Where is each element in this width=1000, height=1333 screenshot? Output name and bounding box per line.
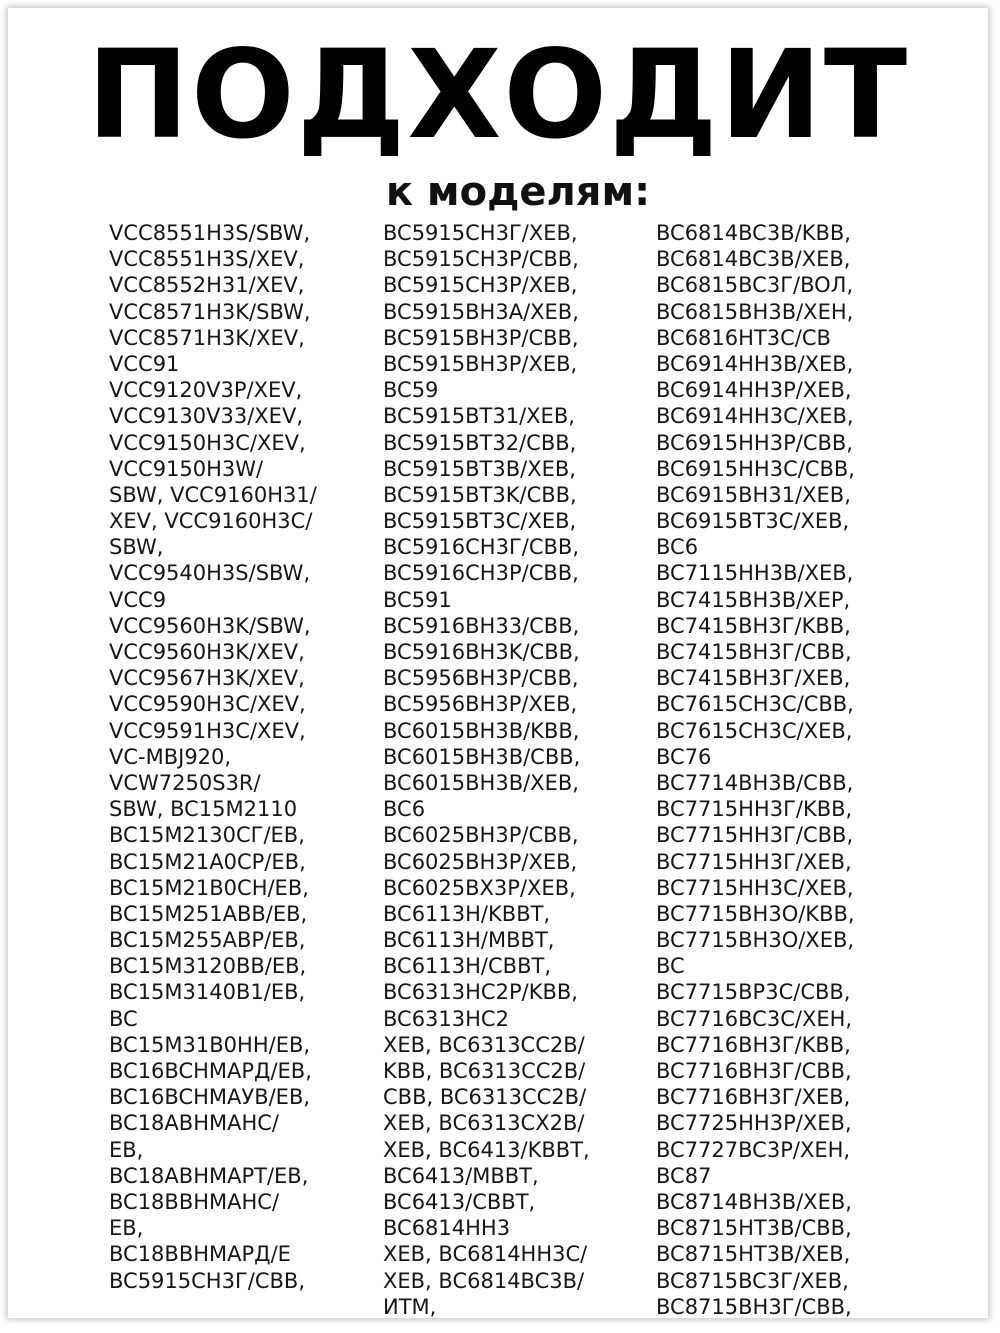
model-list-item: VCC9: [109, 587, 167, 612]
model-list-item: SBW, VCC9160H31/: [109, 482, 317, 507]
model-list-item: VCC91: [109, 351, 180, 376]
model-list-item: BC8714BH3B/XEB,: [656, 1189, 852, 1214]
model-list-item: BC7715BH3O/KBB,: [656, 901, 855, 926]
model-list-item: BC7716BH3Г/XEB,: [656, 1085, 851, 1110]
model-list-item: BC18BBHMAPД/E: [109, 1242, 291, 1267]
model-list-item: BC5915BT3C/XEB,: [383, 509, 577, 534]
model-list-item: CBB, BC6313CC2B/: [383, 1085, 587, 1110]
model-list-item: BC7415BH3B/XEP,: [656, 587, 851, 612]
model-list-item: BC6914HH3B/XEB,: [656, 351, 854, 376]
model-list-item: BC5915CH3P/CBB,: [383, 247, 579, 272]
model-list-item: BC6: [656, 535, 699, 560]
model-list-item: BC6914HH3P/XEB,: [656, 378, 852, 403]
model-list-item: BC15M3140B1/EB,: [109, 980, 306, 1005]
model-list-item: BC5916BH3K/CBB,: [383, 640, 580, 664]
model-list-item: BC6915HH3C/CBB,: [656, 456, 855, 481]
model-list-item: BC7715HH3Г/KBB,: [656, 797, 853, 822]
model-list-item: BC18ABHMAHC/: [109, 1111, 279, 1136]
model-list-item: VCC9560H3K/SBW,: [109, 613, 311, 638]
model-list-item: KBB, BC6313CC2B/: [383, 1059, 586, 1083]
model-list-item: BC6814BC3B/KBB,: [656, 221, 851, 245]
model-list-item: BC16BCHMAPД/EB,: [109, 1059, 312, 1083]
model-list-item: XEB, BC6413/KBBT,: [383, 1137, 590, 1162]
model-list-item: BC5956BH3P/CBB,: [383, 666, 579, 691]
model-list-item: VCC9150H3C/XEV,: [109, 430, 306, 455]
model-list-item: BC7716BH3Г/CBB,: [656, 1059, 852, 1083]
model-list-item: VCC9130V33/XEV,: [109, 404, 303, 429]
model-list-item: BC6915HH3P/CBB,: [656, 430, 853, 455]
model-list-item: BC: [109, 1006, 138, 1031]
model-list-item: VCC8551H3S/SBW,: [109, 221, 311, 245]
model-list-item: XEB, BC6313CC2B/: [383, 1032, 585, 1057]
model-list-item: BC5915BH3P/XEB,: [383, 351, 578, 376]
model-list-item: BC: [656, 954, 685, 979]
model-list-item: BC6814BC3B/XEB,: [656, 247, 851, 272]
model-list-item: BC15M31B0HH/EB,: [109, 1032, 311, 1057]
model-list-item: BC7715HH3Г/XEB,: [656, 849, 852, 874]
model-list-item: BC5915BT3B/XEB,: [383, 456, 576, 481]
model-list-item: XEB, BC6814BC3B/: [383, 1268, 585, 1293]
model-list-item: BC7615CH3C/CBB,: [656, 692, 854, 717]
model-list-item: BC8715HT3B/CBB,: [656, 1216, 852, 1241]
model-list-item: BC6113H/KBBT,: [383, 901, 551, 926]
model-list-item: BC15M3120BB/EB,: [109, 954, 307, 979]
model-list-item: BC6113H/CBBT,: [383, 954, 551, 979]
model-list-item: BC5915BT32/CBB,: [383, 430, 577, 455]
model-list-item: BC87: [656, 1163, 712, 1188]
model-list-item: BC7415BH3Г/XEB,: [656, 666, 851, 691]
model-list-item: BC18BBHMAHC/: [109, 1189, 280, 1214]
model-list-item: BC5916CH3Г/CBB,: [383, 535, 579, 560]
model-list-item: VCC8571H3K/SBW,: [109, 299, 311, 324]
model-list-item: BC6915BH31/XEB,: [656, 482, 851, 507]
model-list-item: BC5915BH3P/CBB,: [383, 325, 579, 350]
model-list-item: EB,: [109, 1137, 144, 1162]
model-list-item: BC8715HT3B/XEB,: [656, 1242, 851, 1267]
model-list-item: BC7715HH3C/XEB,: [656, 875, 854, 900]
model-list-item: BC6: [383, 797, 426, 822]
model-list-item: BC5915CH3Г/XEB,: [383, 221, 578, 245]
model-list-item: BC7727BC3P/XEH,: [656, 1137, 851, 1162]
model-list-item: BC6025BH3P/CBB,: [383, 823, 579, 848]
model-list-item: VCW7250S3R/: [109, 770, 261, 795]
model-list-item: BC7715HH3Г/CBB,: [656, 823, 854, 848]
model-list-item: BC8715BH3Г/CBB,: [656, 1294, 852, 1318]
model-list-item: BC5915BT31/XEB,: [383, 404, 575, 429]
model-list-item: BC8715BC3Г/XEB,: [656, 1268, 849, 1293]
model-list-item: BC7716BC3C/XEH,: [656, 1006, 853, 1031]
model-list-item: BC15M21B0CH/EB,: [109, 875, 309, 900]
model-list-item: BC7714BH3B/CBB,: [656, 770, 854, 795]
model-list-item: BC5915BT3K/CBB,: [383, 482, 577, 507]
model-list-item: BC6815BC3Г/BOЛ,: [656, 273, 854, 298]
model-list-item: BC6015BH3B/CBB,: [383, 744, 581, 769]
model-list-item: BC16BCHMAУB/EB,: [109, 1085, 311, 1110]
model-list-item: VCC8552H31/XEV,: [109, 273, 305, 298]
model-list-item: VCC9560H3K/XEV,: [109, 640, 305, 664]
model-list-item: BC7415BH3Г/KBB,: [656, 613, 851, 638]
model-list-item: BC6113H/MBBT,: [383, 928, 555, 953]
model-list-item: ИTM,: [383, 1294, 437, 1318]
model-list-item: XEV, VCC9160H3C/: [109, 509, 313, 534]
model-list-item: BC6313HC2: [383, 1006, 509, 1031]
model-list-item: BC6025BH3P/XEB,: [383, 849, 578, 874]
model-list-column-1: [109, 220, 379, 1294]
model-list-item: BC7715BP3C/CBB,: [656, 980, 851, 1005]
model-list-column-3: [656, 220, 926, 1318]
model-list-item: BC6025BX3P/XEB,: [383, 875, 576, 900]
model-list-item: BC5915CH3Г/CBB,: [109, 1268, 305, 1293]
model-list-item: BC7725HH3P/XEB,: [656, 1111, 852, 1136]
model-list-item: BC6413/CBBT,: [383, 1189, 536, 1214]
model-list-item: BC5956BH3P/XEB,: [383, 692, 578, 717]
model-list-item: BC6815BH3B/XEH,: [656, 299, 854, 324]
model-list-item: BC59: [383, 378, 439, 403]
model-list-item: BC591: [383, 587, 452, 612]
model-list-item: BC15M2130СГ/EB,: [109, 823, 305, 848]
model-list-item: BC18ABHMAPT/EB,: [109, 1163, 309, 1188]
model-list-item: BC6816HT3C/CB: [656, 325, 831, 350]
model-list-item: BC15M21A0CP/EB,: [109, 849, 306, 874]
page-subtitle: к моделям:: [385, 169, 651, 215]
model-list-item: SBW, BC15M2110: [109, 797, 298, 822]
model-list-item: VCC9120V3P/XEV,: [109, 378, 303, 403]
model-list-item: BC6413/MBBT,: [383, 1163, 539, 1188]
model-list-item: BC76: [656, 744, 712, 769]
model-list-item: XEB, BC6313CX2B/: [383, 1111, 585, 1136]
page-title: ПОДХОДИТ: [86, 24, 910, 166]
model-list-item: BC5916BH33/CBB,: [383, 613, 580, 638]
model-list-item: VCC8551H3S/XEV,: [109, 247, 305, 272]
model-list-item: BC6015BH3B/XEB,: [383, 770, 579, 795]
model-list-item: VCC9590H3C/XEV,: [109, 692, 306, 717]
model-list-item: BC7715BH3O/XEB,: [656, 928, 855, 953]
model-list-item: VCC9591H3C/XEV,: [109, 718, 306, 743]
model-list-item: VCC9150H3W/: [109, 456, 264, 481]
model-list-item: BC6915BT3C/XEB,: [656, 509, 850, 534]
model-list-item: BC6814HH3: [383, 1216, 511, 1241]
model-list-item: BC6914HH3C/XEB,: [656, 404, 854, 429]
model-list-item: BC15M255ABP/EB,: [109, 928, 306, 953]
model-list-item: BC15M251ABB/EB,: [109, 901, 308, 926]
model-list-item: VCC8571H3K/XEV,: [109, 325, 305, 350]
model-list-item: BC5915BH3A/XEB,: [383, 299, 579, 324]
model-list-item: BC7615CH3C/XEB,: [656, 718, 853, 743]
model-list-column-2: [383, 220, 653, 1318]
model-list-item: BC7716BH3Г/KBB,: [656, 1032, 851, 1057]
model-list-item: BC7115HH3B/XEB,: [656, 561, 854, 586]
model-list-item: VC-MBJ920,: [109, 744, 232, 769]
model-list-item: XEB, BC6814HH3C/: [383, 1242, 588, 1267]
model-list-item: BC6313HC2P/KBB,: [383, 980, 578, 1005]
document-page: [8, 8, 988, 1318]
model-list-item: VCC9567H3K/XEV,: [109, 666, 305, 691]
model-list-item: EB,: [109, 1216, 144, 1241]
model-list-item: BC5915CH3P/XEB,: [383, 273, 578, 298]
model-list-item: SBW,: [109, 535, 164, 560]
model-list-item: BC6015BH3B/KBB,: [383, 718, 580, 743]
model-list-item: VCC9540H3S/SBW,: [109, 561, 311, 586]
model-list-item: BC5916CH3P/CBB,: [383, 561, 579, 586]
model-list-item: BC7415BH3Г/CBB,: [656, 640, 852, 664]
